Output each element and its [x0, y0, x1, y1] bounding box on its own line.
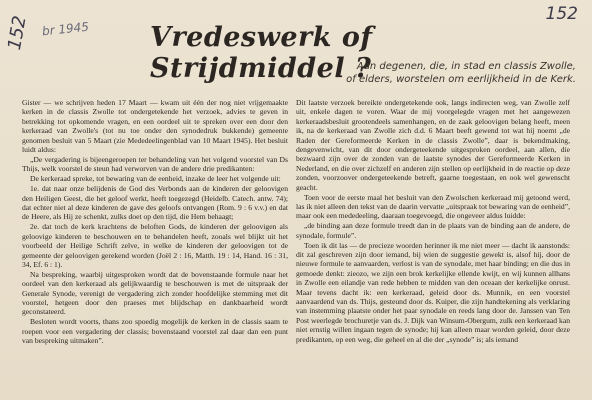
- handwritten-page-number-left: 152: [4, 14, 31, 52]
- handwritten-date-note: br 1945: [41, 19, 90, 39]
- document-title: Vredeswerk of Strijdmiddel ?: [150, 22, 373, 84]
- right-paragraph-1: Dit laatste verzoek bereikte ondergetekende ook, langs indirecten weg, van Zwolle zelf uit, enkele dagen te voren. Waar de mij voorgelegde vragen met het aangewezen kerkeraadsbesluit grootendeels samenhangen, en de zaak geloovigen belang heeft, meen ik, na de kerkeraad van Zwolle zich d.d. 6 Maart beeft gewend tot wat hij noemt „de Raden der Gereformeerde Kerken in de classis Zwolle”, daar is bekendmaking, dengevenwicht, van dit door ondergeteekende uitgesproken oordeel, aan allen, die bezwaard zijn over de zonden van de laatste synodes der Gereformeerde Kerken in Nederland, en die over zichzelf en anderen zijn stellen op eerlijkheid in de reactie op deze zonden, voorzoover ondergeteekende betreft, gaarne toegestaan, en ook wel gewenscht geacht.: [296, 98, 570, 192]
- subtitle-line-1: Aan degenen, die, in stad en classis Zwolle,: [356, 61, 576, 72]
- left-paragraph-3: De kerkeraad spreke, tot bewaring van de eenheid, inzake de leer het volgende uit:: [30, 174, 281, 184]
- left-paragraph-4: 1e. dat naar onze belijdenis de God des Verbonds aan de kinderen der geloovigen den Heiligen Geest, die het geloof werkt, heeft toegezegd (Heidelb. Catech. antw. 74); dat echter niet al deze kinderen de gave des geloofs ontvangen (Rom. 9 : 6 v.v.) en dat de Heere, als Hij ze schenkt, zulks doet op den tijd, die Hem behaagt;: [22, 184, 288, 222]
- left-paragraph-7: Besloten wordt voorts, thans zoo spoedig mogelijk de kerken in de classis saam te roepen voor een vergadering der classis; bovenstaand voorstel zal daar dan een punt van bespreking uitmaken”.: [22, 317, 288, 346]
- document-subtitle: [276, 60, 576, 86]
- right-paragraph-2: Toen voor de eerste maal het besluit van den Zwolschen kerkeraad mij getoond werd, las ik niet alleen den tekst van de daarin vervatte „uitspraak tot bewaring van de eenheid”, maar ook een mededeeling, daaraan toegevoegd, die ongeveer aldus luidde:: [296, 192, 570, 221]
- left-paragraph-2: „De vergadering is bijeengeroepen ter behandeling van het volgend voorstel van Ds Thijs, welk voorstel de steun had verworven van de andere drie predikanten:: [22, 154, 288, 174]
- left-paragraph-6: Na bespreking, waarbij uitgesproken wordt dat de bovenstaande formule naar het oordeel van den kerkeraad als gelijkwaardig te beschouwen is met de uitspraak der Generale Synode, verenigt de vergadering zich zonder hoofdelijke stemming met dit voorstel, hetgeen door den praeses met blijdschap en dankbaarheid wordt geconstateerd.: [22, 269, 288, 317]
- left-paragraph-5: 2e. dat toch de kerk krachtens de beloften Gods, de kinderen der geloovigen als geloovige kinderen te beschouwen en te behandelen heeft, zooals wel blijkt uit het voorbeeld der Heilige Schrift zelve, in welke de kinderen der geloovigen tot de gemeente der geloovigen gerekend worden (Joël 2 : 16, Matth. 19 : 14, Hand. 16 : 31, 34, Ef. 6 : 1).: [22, 222, 288, 269]
- right-paragraph-4: Toen ik dit las — de precieze woorden herinner ik me niet meer — dacht ik aanstonds: dit zal geschreven zijn door iemand, bij wien de suggestie gewekt is, alsof hij, door de nieuwe formule te aanvaarden, verlost is van de synodale, met haar binding; en die dus in gemoede denkt: zieozo, we zijn een brok kerkelijke ellende kwijt, en wij kunnen allhans in Zwolle een eilandje van rede hebben te midden van den oceaan der kerkelijke onrust. Maar tevens dacht ik: een kerkeraad, geleid door ds. Munnik, en een voorstel aanvaardend van ds. Thijs, gesteund door ds. Kuiper, die zijn handtekening als verklaring van instemming plaatste onder het paar synodale en reeds lang door de. Janssen van Ten Post weerlegde brochuretje van ds. J. Dijk van Winsum-Obergum, zulk een kerkeraad kan niet ernstig willen ingaan tegen de synode; hij kan alleen maar worden geleid, door deze predikanten, op een weg, die geheel en al die der „synode” is; als iemand: [296, 240, 570, 344]
- right-paragraph-3: „de binding aan deze formule treedt dan in de plaats van de binding aan de andere, de synodale, formule”.: [296, 221, 570, 240]
- right-text-column: [296, 98, 570, 398]
- left-paragraph-1: Gister — we schrijven heden 17 Maart — kwam uit één der nog niet vrijgemaakte kerken in de classis Zwolle tot ondergetekende het verzoek, advies te geven in betrekking tot opkomende vragen, en een oordeel uit te spreken over een door den kerkeraad van Zwolle's (tot nu toe onder den synodedruk bukkende) gemeente genomen besluit van 5 Maart (zie Mededeelingenblad van 10 Maart 1945). Het besluit luidt aldus:: [22, 98, 288, 155]
- handwritten-page-number-right: 152: [545, 4, 578, 24]
- left-text-column: [22, 98, 288, 398]
- subtitle-line-2: of elders, worstelen om eerlijkheid in de Kerk.: [346, 74, 576, 85]
